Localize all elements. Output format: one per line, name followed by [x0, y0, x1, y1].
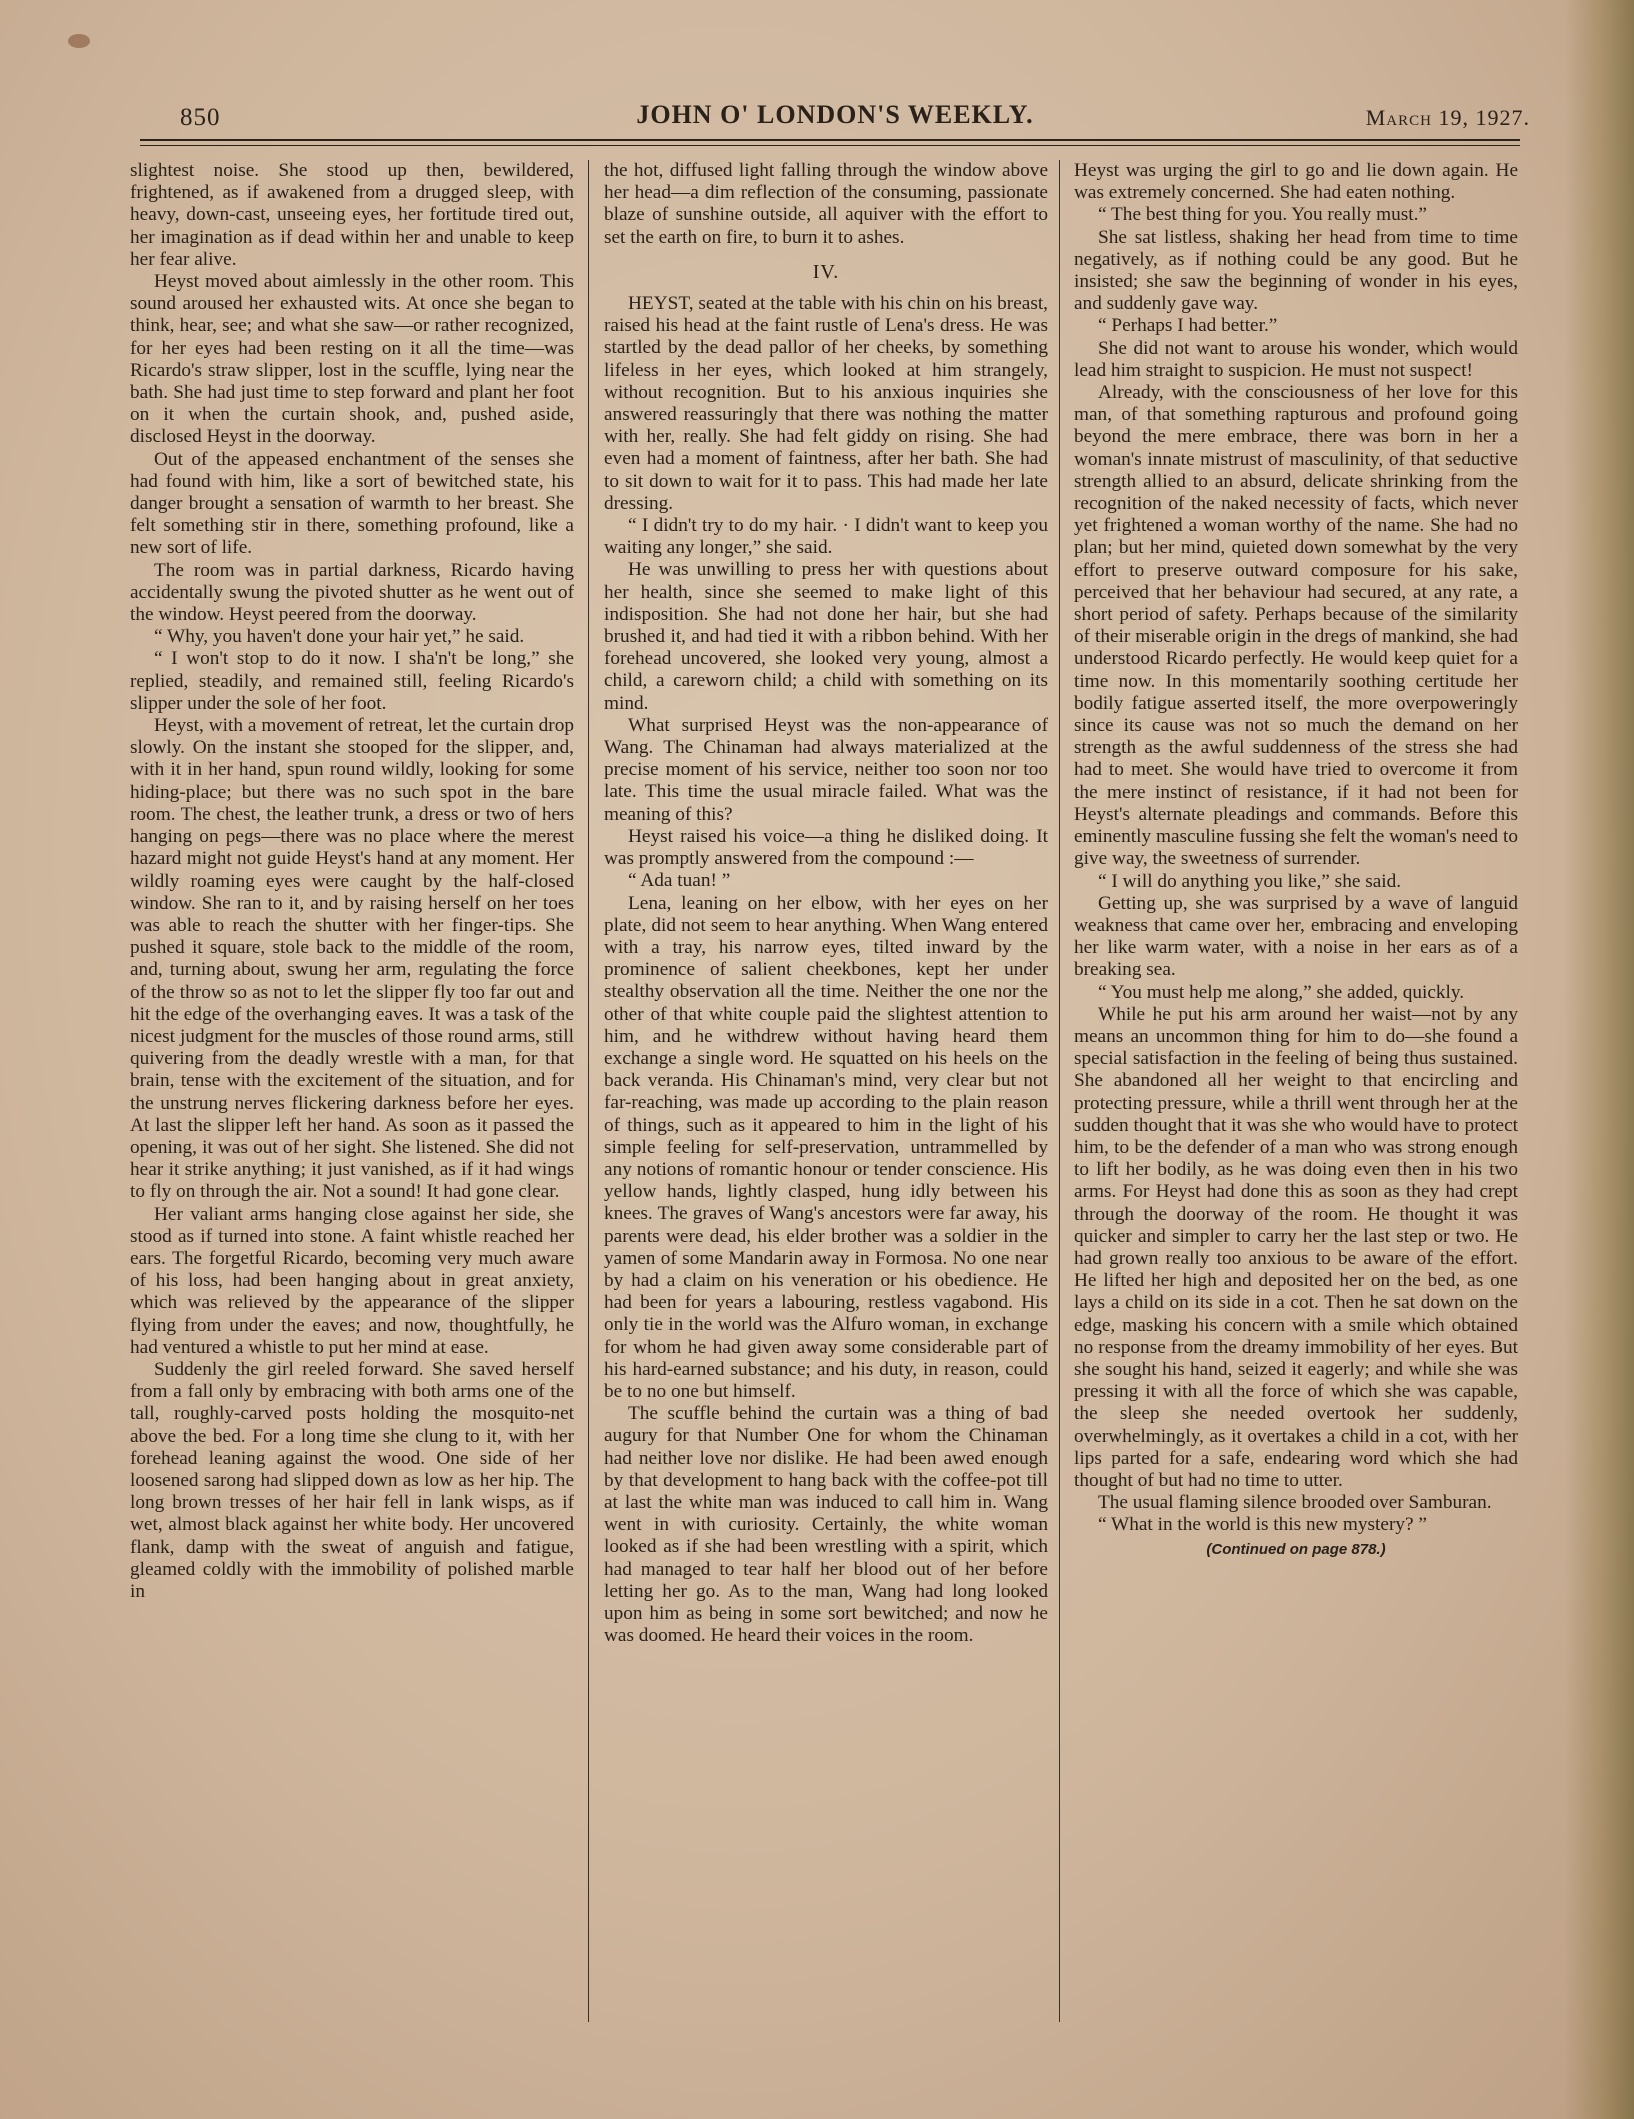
- paragraph: “ Ada tuan! ”: [628, 870, 731, 892]
- paragraph: “ Perhaps I had better.”: [1098, 315, 1278, 337]
- paragraph: The room was in partial darkness, Ricardo having accidentally swung the pivoted shutter as he went out of the window. Heyst peered from the doorway.: [130, 559, 574, 626]
- paragraph: Getting up, she was surprised by a wave of languid weakness that came over her, embracing and enveloping her like warm water, with a noise in her ears as of a breaking sea.: [1074, 892, 1518, 981]
- paragraph: The usual flaming silence brooded over Samburan.: [1098, 1492, 1492, 1514]
- paragraph: Suddenly the girl reeled forward. She saved herself from a fall only by embracing with both arms one of the tall, roughly-carved posts holding the mosquito-net above the bed. For a long time she clung to it, with her forehead leaning against the wood. One side of her loosened sarong had slipped down as low as her hip. The long brown tresses of her hair fell in lank wisps, as if wet, almost black against her white body. Her uncovered flank, damp with the sweat of anguish and fatigue, gleamed coldly with the immobility of polished marble in: [130, 1358, 574, 1602]
- paragraph: “ The best thing for you. You really must.”: [1098, 204, 1427, 226]
- paragraph: “ You must help me along,” she added, quickly.: [1098, 981, 1465, 1003]
- paragraph: the hot, diffused light falling through the window above her head—a dim reflection of the consuming, passionate blaze of sunshine outside, all aquiver with the effort to set the earth on fire, to burn it to ashes.: [604, 160, 1048, 248]
- column-divider: [1059, 160, 1060, 2022]
- paragraph: She did not want to arouse his wonder, which would lead him straight to suspicion. He must not suspect!: [1074, 337, 1518, 381]
- continued-note: (Continued on page 878.): [1206, 1540, 1386, 1558]
- paragraph: Heyst moved about aimlessly in the other room. This sound aroused her exhausted wits. At once she began to think, hear, see; and what she saw—or rather recognized, for her eyes had been resting on it all the time—was Ricardo's straw slipper, lost in the scuffle, lying near the bath. She had just time to step forward and plant her foot on it when the curtain shook, and, pushed aside, disclosed Heyst in the doorway.: [130, 271, 574, 448]
- paper-stain: [68, 34, 90, 48]
- paragraph: Heyst raised his voice—a thing he disliked doing. It was promptly answered from the compound :—: [604, 825, 1048, 870]
- text-column-1: [130, 160, 574, 2025]
- paragraph: Lena, leaning on her elbow, with her eyes on her plate, did not seem to hear anything. When Wang entered with a tray, his narrow eyes, tilted inward by the prominence of salient cheekbones, kept her under stealthy observation all the time. Neither the one nor the other of that white couple paid the slightest attention to him, and he withdrew without having heard them exchange a single word. He squatted on his heels on the back veranda. His Chinaman's mind, very clear but not far-reaching, was made up according to the plain reason of things, such as it appeared to him in the light of his simple feeling for self-preservation, untrammelled by any notions of romantic honour or tender conscience. His yellow hands, lightly clasped, hung idly between his knees. The graves of Wang's ancestors were far away, his parents were dead, his elder brother was a soldier in the yamen of some Mandarin away in Formosa. No one near by had a claim on his veneration or his obedience. He had been for years a labouring, restless vagabond. His only tie in the world was the Alfuro woman, in exchange for whom he had given away some considerable part of his hard-earned substance; and his duty, in reason, could be to no one but himself.: [604, 892, 1048, 1402]
- page-number: 850: [180, 104, 221, 131]
- text-column-2: [604, 160, 1048, 2025]
- paragraph: While he put his arm around her waist—not by any means an uncommon thing for him to do—she found a special satisfaction in the feeling of being thus sustained. She abandoned all her weight to that encircling and protecting pressure, while a thrill went through her at the sudden thought that it was she who would have to protect him, to be the defender of a man who was strong enough to lift her bodily, as he was doing even then in his two arms. For Heyst had done this as soon as they had crept through the doorway of the room. He thought it was quicker and simpler to carry her the last step or two. He had grown really too anxious to be aware of the effort. He lifted her high and deposited her on the bed, as one lays a child on its side in a cot. Then he sat down on the edge, masking his concern with a smile which obtained no response from the dreamy immobility of her eyes. But she sought his hand, seized it eagerly; and while she was pressing it with all the force of which she was capable, the sleep she needed overtook her suddenly, overwhelmingly, as it overtakes a child in a cot, with her lips parted for a safe, endearing word which she had thought of but had no time to utter.: [1074, 1003, 1518, 1491]
- paragraph: Her valiant arms hanging close against her side, she stood as if turned into stone. A faint whistle reached her ears. The forgetful Ricardo, becoming very much aware of his loss, had been hanging about in great anxiety, which was relieved by the appearance of the slipper flying from under the eaves; and now, thoughtfully, he had ventured a whistle to put her mind at ease.: [130, 1203, 574, 1358]
- column-3-body: [1074, 160, 1518, 1537]
- page-edge-discoloration: [1564, 0, 1634, 2119]
- column-divider: [588, 160, 589, 2022]
- paragraph: Heyst was urging the girl to go and lie down again. He was extremely concerned. She had eaten nothing.: [1074, 160, 1518, 204]
- paragraph: Already, with the consciousness of her love for this man, of that something rapturous and profound going beyond the mere embrace, there was born in her a woman's innate mistrust of masculinity, of that seductive strength allied to an absurd, delicate shrinking from the recognition of the naked necessity of facts, which never yet frightened a woman worthy of the name. She had no plan; but her mind, quieted down somewhat by the very effort to preserve outward composure for his sake, perceived that her behaviour had secured, at any rate, a short period of safety. Perhaps because of the similarity of their miserable origin in the dregs of mankind, she had understood Ricardo perfectly. He would keep quiet for a time now. In this momentarily soothing certitude her bodily fatigue asserted itself, the more overpoweringly since its cause was not so much the demand on her strength as the awful suddenness of the stress she had had to meet. She would have tried to overcome it from the mere instinct of resistance, if it had not been for Heyst's alternate pleadings and commands. Before this eminently masculine fussing she felt the woman's need to give way, the sweetness of surrender.: [1074, 382, 1518, 870]
- paragraph: “ I will do anything you like,” she said.: [1098, 870, 1402, 892]
- column-2-body: [604, 293, 1048, 1647]
- paragraph: Out of the appeased enchantment of the senses she had found with him, like a sort of bewitched state, his danger brought a sensation of warmth to her breast. She felt something stir in there, something profound, like a new sort of life.: [130, 448, 574, 559]
- column-2-lead: [604, 160, 1048, 249]
- paragraph: slightest noise. She stood up then, bewildered, frightened, as if awakened from a drugged sleep, with heavy, down-cast, unseeing eyes, her fortitude tired out, her imagination as if dead within her and unable to keep her fear alive.: [130, 160, 574, 270]
- issue-date: March 19, 1927.: [1365, 105, 1530, 130]
- paragraph: He was unwilling to press her with questions about her health, since she seemed to make light of this indisposition. She had not done her hair, but she had brushed it, and had tied it with a ribbon behind. With her forehead uncovered, she looked very young, almost a child, a careworn child; a child with something on its mind.: [604, 559, 1048, 714]
- paragraph: Heyst, with a movement of retreat, let the curtain drop slowly. On the instant she stooped for the slipper, and, with it in her hand, spun round wildly, looking for some hiding-place; but there was no such spot in the bare room. The chest, the leather trunk, a dress or two of hers hanging on pegs—there was no place where the merest hazard might not guide Heyst's hand at any moment. Her wildly roaming eyes were caught by the half-closed window. She ran to it, and by raising herself on her toes was able to reach the shutter with her finger-tips. She pushed it square, stole back to the middle of the room, and, turning about, swung her arm, regulating the force of the throw so as not to let the slipper fly too far out and hit the edge of the overhanging eaves. It was a task of the nicest judgment for the muscles of those round arms, still quivering from the deadly wrestle with a man, for that brain, tense with the excitement of the situation, and for the unstrung nerves flickering darkness before her eyes. At last the slipper left her hand. As soon as it passed the opening, it was out of her sight. She listened. She did not hear it strike anything; it just vanished, as if it had wings to fly on through the air. Not a sound! It had gone clear.: [130, 715, 574, 1203]
- paragraph: “ I won't stop to do it now. I sha'n't be long,” she replied, steadily, and remained still, feeling Ricardo's slipper under the sole of her foot.: [130, 648, 574, 714]
- paragraph: The scuffle behind the curtain was a thing of bad augury for that Number One for whom the Chinaman had neither love nor dislike. He had been awed enough by that development to hang back with the coffee-pot till at last the white man was induced to call him in. Wang went in with curiosity. Certainly, the white woman looked as if she had been wrestling with a spirit, which had managed to tear half her blood out of her before letting her go. As to the man, Wang had long looked upon him as being in some sort bewitched; and now he was doomed. He heard their voices in the room.: [604, 1403, 1048, 1647]
- paragraph: “ I didn't try to do my hair. · I didn't want to keep you waiting any longer,” she said.: [604, 515, 1048, 559]
- header-rule-thin: [140, 145, 1520, 146]
- chapter-heading: IV.: [812, 260, 840, 283]
- paragraph: HEYST, seated at the table with his chin on his breast, raised his head at the faint rustle of Lena's dress. He was startled by the dead pallor of her cheeks, by something lifeless in her eyes, which looked at him strangely, without recognition. But to his anxious inquiries she answered reassuringly that there was nothing the matter with her, really. She had felt giddy on rising. She had even had a moment of faintness, after her bath. She had to sit down to wait for it to pass. This had made her late dressing.: [604, 293, 1048, 514]
- text-column-3: [1074, 160, 1518, 2025]
- header-rule-thick: [140, 139, 1520, 141]
- paragraph: “ Why, you haven't done your hair yet,” he said.: [154, 626, 525, 648]
- page-header: [140, 100, 1530, 136]
- publication-title: JOHN O' LONDON'S WEEKLY.: [636, 100, 1034, 129]
- paragraph: What surprised Heyst was the non-appearance of Wang. The Chinaman had always materialized at the precise moment of his service, neither too soon nor too late. This time the usual miracle failed. What was the meaning of this?: [604, 714, 1048, 825]
- paragraph: “ What in the world is this new mystery? ”: [1098, 1514, 1427, 1536]
- paragraph: She sat listless, shaking her head from time to time negatively, as if nothing could be any good. But he insisted; she saw the beginning of wonder in his eyes, and suddenly gave way.: [1074, 226, 1518, 315]
